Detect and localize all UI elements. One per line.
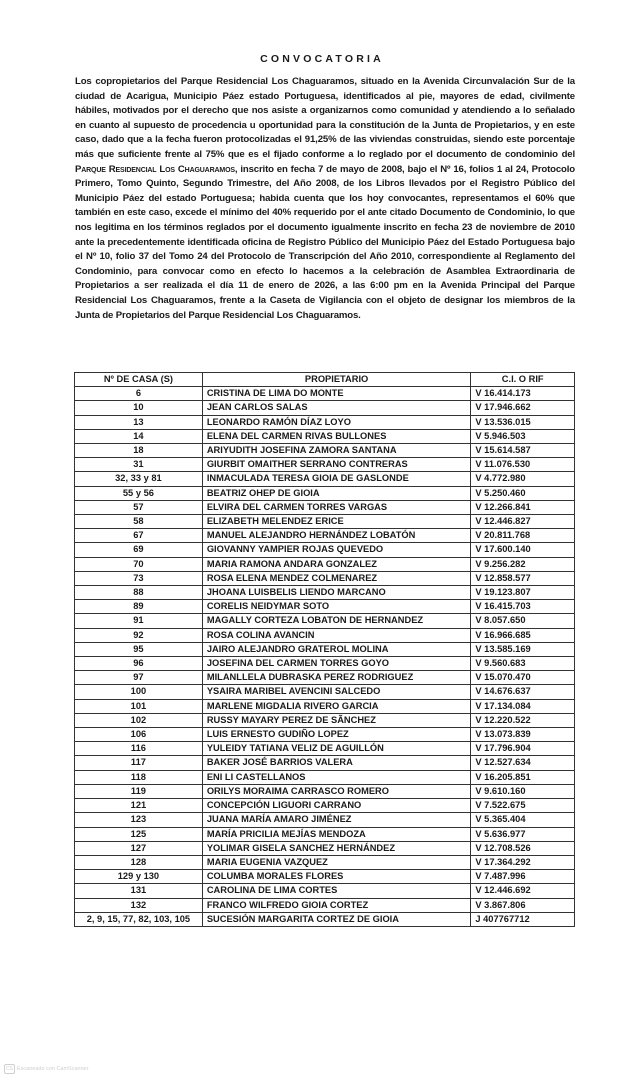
header-ci-rif: C.I. O RIF xyxy=(471,373,575,387)
table-row xyxy=(75,600,575,614)
table-header-row xyxy=(75,373,575,387)
cell-ci-rif: V 5.946.503 xyxy=(471,429,575,443)
cell-casa: 97 xyxy=(75,671,203,685)
cell-casa: 32, 33 y 81 xyxy=(75,472,203,486)
cell-ci-rif: J 407767712 xyxy=(471,912,575,926)
cell-ci-rif: V 8.057.650 xyxy=(471,614,575,628)
cell-propietario: YSAIRA MARIBEL AVENCINI SALCEDO xyxy=(202,685,471,699)
cell-casa: 92 xyxy=(75,628,203,642)
cell-ci-rif: V 19.123.807 xyxy=(471,586,575,600)
table-row xyxy=(75,827,575,841)
cell-propietario: ELENA DEL CARMEN RIVAS BULLONES xyxy=(202,429,471,443)
table-row xyxy=(75,756,575,770)
cell-propietario: JAIRO ALEJANDRO GRATEROL MOLINA xyxy=(202,642,471,656)
document-title: CONVOCATORIA xyxy=(260,53,384,65)
table-row xyxy=(75,571,575,585)
cell-ci-rif: V 17.796.904 xyxy=(471,742,575,756)
cell-casa: 102 xyxy=(75,713,203,727)
cell-propietario: COLUMBA MORALES FLORES xyxy=(202,870,471,884)
cell-propietario: MARIA EUGENIA VAZQUEZ xyxy=(202,855,471,869)
cell-ci-rif: V 17.946.662 xyxy=(471,401,575,415)
table-row xyxy=(75,685,575,699)
cell-ci-rif: V 5.636.977 xyxy=(471,827,575,841)
cell-casa: 127 xyxy=(75,841,203,855)
cell-casa: 123 xyxy=(75,813,203,827)
cell-propietario: JHOANA LUISBELIS LIENDO MARCANO xyxy=(202,586,471,600)
cell-ci-rif: V 13.536.015 xyxy=(471,415,575,429)
cell-propietario: CRISTINA DE LIMA DO MONTE xyxy=(202,387,471,401)
cell-ci-rif: V 9.560.683 xyxy=(471,657,575,671)
cell-ci-rif: V 15.614.587 xyxy=(471,444,575,458)
cell-propietario: YOLIMAR GISELA SANCHEZ HERNÁNDEZ xyxy=(202,841,471,855)
cell-propietario: YULEIDY TATIANA VELIZ DE AGUILLÓN xyxy=(202,742,471,756)
table-row xyxy=(75,642,575,656)
cell-ci-rif: V 12.527.634 xyxy=(471,756,575,770)
cell-casa: 129 y 130 xyxy=(75,870,203,884)
table-row xyxy=(75,401,575,415)
table-row xyxy=(75,813,575,827)
table-row xyxy=(75,884,575,898)
cell-propietario: ROSA COLINA AVANCIN xyxy=(202,628,471,642)
cell-propietario: GIURBIT OMAITHER SERRANO CONTRERAS xyxy=(202,458,471,472)
table-row xyxy=(75,586,575,600)
paragraph-part-2: , inscrito en fecha 7 de mayo de 2008, bajo el Nº 16, folios 1 al 24, Protocolo Primero, Tomo Quinto, Segundo Trimestre, del Año 2008, de los Libros llevados por el Registro Público del Municipio Páez del estado Portuguesa; habida cuenta que los hoy convocantes, representamos el 60% que también en este caso, excede el mínimo del 40% requerido por el ante citado Documento de Condominio, lo que nos legitima en los términos reglados por el documento igualmente inscrito en fecha 23 de noviembre de 2010 ante la precedentemente identificada oficina de Registro Público del Municipio Páez del Estado Portuguesa bajo el Nº 10, folio 37 del Tomo 24 del Protocolo de Transcripción del Año 2010, correspondiente al Reglamento del Condominio, para convocar como en efecto lo hacemos a la celebración de Asamblea Extraordinaria de Propietarios a ser realizada el día 11 de enero de 2026, a las 6:00 pm en la Avenida Principal del Parque Residencial Los Chaguaramos, frente a la Caseta de Vigilancia con el objeto de designar los miembros de la Junta de Propietarios del Parque Residencial Los Chaguaramos. xyxy=(75,163,575,321)
cell-propietario: INMACULADA TERESA GIOIA DE GASLONDE xyxy=(202,472,471,486)
cell-ci-rif: V 17.134.084 xyxy=(471,699,575,713)
header-propietario: PROPIETARIO xyxy=(202,373,471,387)
cell-propietario: ENI LI CASTELLANOS xyxy=(202,770,471,784)
cell-casa: 89 xyxy=(75,600,203,614)
cell-casa: 14 xyxy=(75,429,203,443)
cell-ci-rif: V 4.772.980 xyxy=(471,472,575,486)
table-row xyxy=(75,429,575,443)
cell-casa: 106 xyxy=(75,728,203,742)
cell-propietario: MARLENE MIGDALIA RIVERO GARCIA xyxy=(202,699,471,713)
cell-propietario: MANUEL ALEJANDRO HERNÁNDEZ LOBATÓN xyxy=(202,529,471,543)
table-row xyxy=(75,728,575,742)
scanner-watermark xyxy=(4,1064,89,1074)
cell-ci-rif: V 12.220.522 xyxy=(471,713,575,727)
cell-propietario: MARIA RAMONA ANDARA GONZALEZ xyxy=(202,557,471,571)
table-row xyxy=(75,458,575,472)
cell-casa: 119 xyxy=(75,784,203,798)
cell-ci-rif: V 12.446.827 xyxy=(471,515,575,529)
cell-casa: 6 xyxy=(75,387,203,401)
cell-casa: 10 xyxy=(75,401,203,415)
cell-casa: 95 xyxy=(75,642,203,656)
table-row xyxy=(75,898,575,912)
cell-ci-rif: V 16.414.173 xyxy=(471,387,575,401)
cell-propietario: ORILYS MORAIMA CARRASCO ROMERO xyxy=(202,784,471,798)
table-row xyxy=(75,657,575,671)
cell-propietario: BEATRIZ OHEP DE GIOIA xyxy=(202,486,471,500)
table-row xyxy=(75,713,575,727)
header-casa: Nº DE CASA (S) xyxy=(75,373,203,387)
table-row xyxy=(75,912,575,926)
cell-ci-rif: V 12.858.577 xyxy=(471,571,575,585)
cell-propietario: SUCESIÓN MARGARITA CORTEZ DE GIOIA xyxy=(202,912,471,926)
table-row xyxy=(75,870,575,884)
cell-ci-rif: V 17.364.292 xyxy=(471,855,575,869)
cell-propietario: FRANCO WILFREDO GIOIA CORTEZ xyxy=(202,898,471,912)
cell-ci-rif: V 16.205.851 xyxy=(471,770,575,784)
table-row xyxy=(75,529,575,543)
cell-propietario: RUSSY MAYARY PEREZ DE SÃNCHEZ xyxy=(202,713,471,727)
cell-propietario: CONCEPCIÓN LIGUORI CARRANO xyxy=(202,799,471,813)
table-row xyxy=(75,415,575,429)
cell-casa: 128 xyxy=(75,855,203,869)
cell-casa: 2, 9, 15, 77, 82, 103, 105 xyxy=(75,912,203,926)
cell-propietario: MILANLLELA DUBRASKA PEREZ RODRIGUEZ xyxy=(202,671,471,685)
camscanner-logo-icon: CS xyxy=(4,1064,15,1074)
cell-ci-rif: V 5.365.404 xyxy=(471,813,575,827)
cell-propietario: LUIS ERNESTO GUDIÑO LOPEZ xyxy=(202,728,471,742)
cell-propietario: CORELIS NEIDYMAR SOTO xyxy=(202,600,471,614)
cell-propietario: GIOVANNY YAMPIER ROJAS QUEVEDO xyxy=(202,543,471,557)
paragraph-smallcaps-name: Parque Residencial Los Chaguaramos xyxy=(75,163,235,175)
table-row xyxy=(75,486,575,500)
cell-casa: 131 xyxy=(75,884,203,898)
cell-casa: 91 xyxy=(75,614,203,628)
cell-casa: 69 xyxy=(75,543,203,557)
cell-propietario: ARIYUDITH JOSEFINA ZAMORA SANTANA xyxy=(202,444,471,458)
paragraph-part-1: Los copropietarios del Parque Residencial Los Chaguaramos, situado en la Avenida Circunvalación Sur de la ciudad de Acarigua, Municipio Páez estado Portuguesa, identificados al pie, mayores de edad, civilmente hábiles, motivados por el derecho que nos asiste a organizarnos como comunidad y atendiendo a lo señalado en cuanto al supuesto de procedencia u oportunidad para la constitución de la Junta de Propietarios, y en este caso, dado que a la fecha fueron protocolizadas el 91,25% de las viviendas construidas, siendo este porcentaje más que suficiente frente al 75% que es el fijado conforme a lo reglado por el documento de condominio del xyxy=(75,76,575,160)
cell-propietario: ROSA ELENA MENDEZ COLMENAREZ xyxy=(202,571,471,585)
table-row xyxy=(75,543,575,557)
cell-ci-rif: V 12.446.692 xyxy=(471,884,575,898)
cell-casa: 18 xyxy=(75,444,203,458)
cell-casa: 96 xyxy=(75,657,203,671)
table-row xyxy=(75,444,575,458)
cell-ci-rif: V 13.585.169 xyxy=(471,642,575,656)
cell-casa: 70 xyxy=(75,557,203,571)
cell-ci-rif: V 9.256.282 xyxy=(471,557,575,571)
cell-casa: 100 xyxy=(75,685,203,699)
cell-casa: 13 xyxy=(75,415,203,429)
cell-casa: 57 xyxy=(75,500,203,514)
cell-casa: 132 xyxy=(75,898,203,912)
cell-ci-rif: V 12.708.526 xyxy=(471,841,575,855)
cell-propietario: LEONARDO RAMÓN DÍAZ LOYO xyxy=(202,415,471,429)
cell-ci-rif: V 9.610.160 xyxy=(471,784,575,798)
owners-table-body xyxy=(75,387,575,927)
cell-casa: 121 xyxy=(75,799,203,813)
table-row xyxy=(75,699,575,713)
owners-table xyxy=(74,372,575,927)
table-row xyxy=(75,770,575,784)
cell-propietario: MARÍA PRICILIA MEJÍAS MENDOZA xyxy=(202,827,471,841)
cell-ci-rif: V 12.266.841 xyxy=(471,500,575,514)
table-row xyxy=(75,614,575,628)
table-row xyxy=(75,472,575,486)
cell-casa: 73 xyxy=(75,571,203,585)
cell-propietario: BAKER JOSÉ BARRIOS VALERA xyxy=(202,756,471,770)
cell-propietario: ELVIRA DEL CARMEN TORRES VARGAS xyxy=(202,500,471,514)
cell-propietario: ELIZABETH MELENDEZ ERICE xyxy=(202,515,471,529)
table-row xyxy=(75,500,575,514)
cell-casa: 55 y 56 xyxy=(75,486,203,500)
cell-ci-rif: V 14.676.637 xyxy=(471,685,575,699)
table-row xyxy=(75,742,575,756)
cell-ci-rif: V 17.600.140 xyxy=(471,543,575,557)
convocation-paragraph xyxy=(75,75,575,323)
cell-ci-rif: V 7.522.675 xyxy=(471,799,575,813)
table-row xyxy=(75,841,575,855)
cell-casa: 118 xyxy=(75,770,203,784)
cell-ci-rif: V 7.487.996 xyxy=(471,870,575,884)
cell-casa: 88 xyxy=(75,586,203,600)
cell-ci-rif: V 5.250.460 xyxy=(471,486,575,500)
cell-casa: 31 xyxy=(75,458,203,472)
cell-propietario: JOSEFINA DEL CARMEN TORRES GOYO xyxy=(202,657,471,671)
table-row xyxy=(75,515,575,529)
cell-ci-rif: V 16.966.685 xyxy=(471,628,575,642)
cell-casa: 101 xyxy=(75,699,203,713)
table-row xyxy=(75,628,575,642)
cell-propietario: MAGALLY CORTEZA LOBATON DE HERNANDEZ xyxy=(202,614,471,628)
cell-casa: 116 xyxy=(75,742,203,756)
cell-propietario: JUANA MARÍA AMARO JIMÉNEZ xyxy=(202,813,471,827)
table-row xyxy=(75,557,575,571)
cell-casa: 125 xyxy=(75,827,203,841)
cell-ci-rif: V 13.073.839 xyxy=(471,728,575,742)
table-row xyxy=(75,799,575,813)
watermark-text: Escaneado con CamScanner xyxy=(17,1066,89,1072)
table-row xyxy=(75,784,575,798)
cell-ci-rif: V 11.076.530 xyxy=(471,458,575,472)
cell-casa: 58 xyxy=(75,515,203,529)
table-row xyxy=(75,855,575,869)
cell-propietario: JEAN CARLOS SALAS xyxy=(202,401,471,415)
cell-ci-rif: V 15.070.470 xyxy=(471,671,575,685)
cell-casa: 67 xyxy=(75,529,203,543)
cell-ci-rif: V 3.867.806 xyxy=(471,898,575,912)
table-row xyxy=(75,671,575,685)
cell-propietario: CAROLINA DE LIMA CORTES xyxy=(202,884,471,898)
cell-ci-rif: V 16.415.703 xyxy=(471,600,575,614)
table-row xyxy=(75,387,575,401)
cell-casa: 117 xyxy=(75,756,203,770)
cell-ci-rif: V 20.811.768 xyxy=(471,529,575,543)
